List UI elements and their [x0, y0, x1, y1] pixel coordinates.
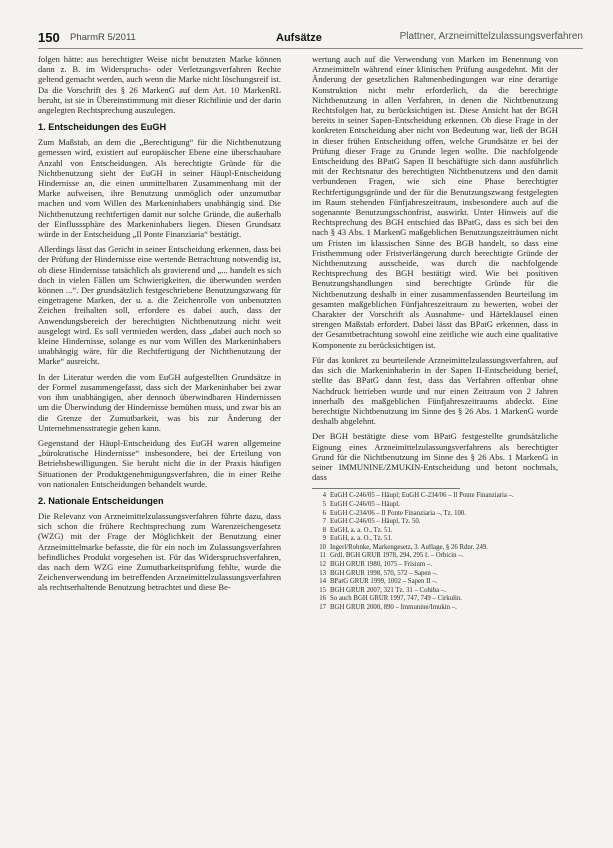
footnote	[312, 510, 558, 519]
footnote	[312, 518, 558, 527]
footnote	[312, 492, 558, 501]
section-heading: 2. Nationale Entscheidungen	[38, 495, 164, 506]
footnote-number: 8	[322, 526, 326, 534]
page-number: 150	[38, 30, 60, 45]
paragraph: Zum Maßstab, an dem die „Berechtigung“ für die Nichtbenutzung gemessen wird, existiert auf europäischer Ebene eine überschaubare Anzahl von Entscheidungen. Als berechtigte Gründe für die Nichtbenutzung sieht der EuGH in seiner Häupl-Entscheidung Hindernisse an, die einen unmittelbaren Zusammenhang mit der Marke aufweisen, ihre Benutzung unmöglich oder unzumutbar machen und vom Willen des Markeninhabers unabhängig sind. Die Nichtbenutzung rechtfertigen damit nur solche Gründe, die außerhalb der Einflusssphäre des Markeninhabers liegen. Diesen Grundsatz würde in der Entscheidung „Il Ponte Finanziaria“ bestätigt.	[38, 137, 281, 240]
footnote-text: So auch BGH GRUR 1997, 747, 749 – Cirkulin.	[330, 595, 462, 603]
footnote-text: BGH GRUR 2000, 890 – Immunine/Imukin –.	[330, 604, 457, 612]
footnote	[312, 604, 558, 613]
footnote-text: EuGH C-246/05 – Häupl, Tz. 50.	[330, 518, 421, 526]
footnote-number: 12	[319, 561, 326, 569]
footnote-text: EuGH, a. a. O., Tz. 51.	[330, 526, 393, 534]
paragraph: Allerdings lässt das Gericht in seiner Entscheidung erkennen, dass bei der Prüfung der Hindernisse eine wertende Betrachtung notwendig ist, ob diese Hindernisse tatsächlich als gravierend und „... handelt es sich doch in vielen Fällen um Schwierigkeiten, die überwunden werden können ...“. Der grundsätzlich festgeschriebene Benutzungszwang für eingetragene Marken, der u. a. die Zeichenrolle von unbenutzten Zeichen freihalten soll, erfordere es dabei auch, dass der Anwendungsbereich der berechtigten Nichtbenutzung nicht weit ausgelegt wird. Es soll vermieden werden, dass „dabei auch noch so kleine Hindernisse, solange es nur vom Willen des Markeninhabers unabhängig wäre, für die Rechtfertigung der Nichtbenutzung der Marke“ ausreicht.	[38, 244, 281, 367]
footnote-number: 4	[322, 492, 326, 500]
footnote	[312, 544, 558, 553]
paragraph: Die Relevanz von Arzneimittelzulassungsverfahren führte dazu, dass sich schon die frühere Rechtsprechung zum Warenzeichengesetz (WZG) mit der Frage der Möglichkeit der Benutzung einer Arzneimittelmarke befasste, die für ein noch im Zulassungsverfahren befindliches Produkt vorgesehen ist. Für das Widerspruchsverfahren, das nach dem WZG eine Zumutbarkeitsprüfung fehlte, wurde die Zeichenverwendung im betreffenden Arzneimittelzulassungsverfahren als rechtserhaltende Benutzung betrachtet und diese Be-	[38, 510, 281, 593]
paragraph: wertung auch auf die Verwendung von Marken im Benennung von Arzneimitteln während einer klinischen Prüfung ausgedehnt. Mit der Änderung der gesetzlichen Rahmenbedingungen war eine derartige Konstruktion nicht mehr erforderlich, da die berechtigte Nichtbenutzung in allen Verfahren, in denen die Nichtbenutzung Rechtsfolgen hat, zu berücksichtigen ist. Diese Ansicht hat der BGH bereits in seiner Sapen-Entscheidung erkennen. Ob diese Frage in der konkreten Entscheidung aber nicht von Bedeutung war, ließ der BGH in dieser frühen Entscheidung offen, welche Grundsätze er bei der Prüfung dieser Frage zu Grunde legen wollte. Die nachfolgende Entscheidung des BPatG Sapen II beschäftigte sich dann ausführlich mit der Rechtsnatur des berechtigten Nichtbenutzens und den damit verbundenen Fragen, wie sich eine Phase berechtigter Rechtfertigungsgründe und der für die Benutzungszwang festgelegten im Raum stehenden Fünfjahreszeitraum, insbesondere auch auf die sogenannte Benutzungsschonfrist, auswirkt. Unter Hinweis auf die Rechtsprechung des BGH entschied das BPatG, dass es sich bei den nach § 43 Abs. 1 MarkenG maßgeblichen Benutzungszeiträumen nicht um Fristen im klassischen Sinne des BGB handelt, so dass eine Fristhemmung oder Fristverlängerung durch berechtigte Gründe der Nichtbenutzung ausscheide, was durch die nachfolgende Rechtsprechung des BGH bestätigt wird. Wie bei positiven Benutzungshandlungen sind berechtigte Gründe für die Nichtbenutzung deshalb in einer zusammenfassenden Beurteilung im gesamten maßgeblichen Fünfjahreszeitraum zu bewerten, wobei der Charakter der Vorschrift als Ausnahme- und Härteklausel einen strengen Maßstab erfordert. Dabei lässt das BPatG erkennen, dass in der Gesamtbetrachtung sowohl eine zeitliche wie auch eine qualitative Komponente zu berücksichtigen ist.	[312, 54, 558, 350]
footnotes	[312, 492, 558, 612]
footnote-number: 16	[319, 595, 326, 603]
footnote-number: 14	[319, 578, 326, 586]
footnote-number: 9	[322, 535, 326, 543]
footnote-text: BGH GRUR 2007, 321 Tz. 31 – Cohiba –.	[330, 586, 446, 594]
footnote	[312, 578, 558, 587]
section-heading: 1. Entscheidungen des EuGH	[38, 122, 167, 133]
footnote	[312, 570, 558, 579]
footnote-number: 13	[319, 569, 326, 577]
footnote-text: EuGH C-246/05 – Häupl.	[330, 500, 400, 508]
footnote	[312, 552, 558, 561]
journal-citation: PharmR 5/2011	[70, 32, 136, 43]
section-title: Aufsätze	[276, 32, 322, 44]
footnote	[312, 527, 558, 536]
footnote-text: BPatG GRUR 1999, 1002 – Sapen II –.	[330, 578, 438, 586]
footnote-number: 15	[319, 586, 326, 594]
footnote-number: 10	[319, 543, 326, 551]
footnote	[312, 501, 558, 510]
footnote-text: BGH GRUR 1980, 1075 – Frisium –.	[330, 561, 432, 569]
page-header	[38, 28, 583, 46]
paragraph: Für das konkret zu beurteilende Arzneimittelzulassungsverfahren, auf das sich die Markeninhaberin in der Sapen II-Entscheidung berief, stellte das BPatG dann fest, dass das Verfahren offenbar ohne Nachdruck betrieben wurde und nur einen Zeitraum von 2 Jahren innerhalb des maßgeblichen Fünfjahreszeitraums abdeckt. Eine berechtigte Nichtbenutzung im Sinne des § 26 Abs. 1 MarkenG wurde deshalb abgelehnt.	[312, 354, 558, 427]
paragraph: In der Literatur werden die vom EuGH aufgestellten Grundsätze in der Formel zusammengefasst, dass sich der Markeninhaber bei zwar von ihm unabhängigen, aber dennoch überwindbaren Hindernissen um die Überwindung der Hindernisse bemühen muss, und zwar bis an die Grenze der Zumutbarkeit, was bis zur Änderung der Unternehmensstrategie gehen kann.	[38, 371, 281, 433]
paragraph: Gegenstand der Häupl-Entscheidung des EuGH waren allgemeine „bürokratische Hindernisse“ insbesondere, bei der Erteilung von Betriebsbewilligungen. Sie beruht nicht die in der Praxis häufigen Situationen der Produktgenehmigungsverfahren, die in einer Reihe von nationalen Entscheidungen behandelt wurde.	[38, 437, 281, 489]
paragraph: Der BGH bestätigte diese vom BPatG festgestellte grundsätzliche Eignung eines Arzneimittelzulassungsverfahrens als berechtigter Grund für die Nichtbenutzung im Sinne des § 26 Abs. 1 MarkenG in seiner IMMUNINE/ZMUKIN-Entscheidung und betont nochmals, dass	[312, 431, 558, 483]
footnote-number: 11	[319, 552, 326, 560]
footnote-number: 7	[322, 518, 326, 526]
footnote-number: 17	[319, 604, 326, 612]
header-rule	[38, 48, 583, 49]
footnote-number: 6	[322, 509, 326, 517]
footnote	[312, 561, 558, 570]
footnote	[312, 535, 558, 544]
footnote-number: 5	[322, 500, 326, 508]
footnote-text: EuGH C-234/06 – Il Ponte Finanziaria –, Tz. 100.	[330, 509, 466, 517]
left-column	[38, 54, 281, 598]
paragraph: folgen hätte: aus berechtigter Weise nicht benutzten Marke können dann z. B. im Widerspruchs- oder Verletzungsverfahren Rechte geltend gemacht werden, auch wenn die Marke nicht löschungsreif ist. Da die Vorschrift des § 26 MarkenG auf dem Art. 10 MarkenRL beruht, ist sie in Übereinstimmung mit dieser Richtlinie und der darin angelegten Rechtsprechung auszulegen.	[38, 54, 281, 116]
running-head: Plattner, Arzneimittelzulassungsverfahren	[399, 31, 583, 42]
footnote-text: BGH GRUR 1998, 570, 572 – Sapen –.	[330, 569, 438, 577]
footnote-text: EuGH C-246/05 – Häupl; EuGH C-234/06 – Il Ponte Finanziaria –.	[330, 492, 514, 500]
right-column	[312, 54, 558, 613]
footnote-text: Grdl. BGH GRUR 1978, 294, 295 f. – Orbicin –.	[330, 552, 464, 560]
footnote-text: EuGH, a. a. O., Tz. 51.	[330, 535, 393, 543]
footnote-text: Ingerl/Rohnke, Markengesetz, 3. Auflage, § 26 Rdnr. 249.	[330, 543, 488, 551]
footnote	[312, 595, 558, 604]
footnote	[312, 587, 558, 596]
